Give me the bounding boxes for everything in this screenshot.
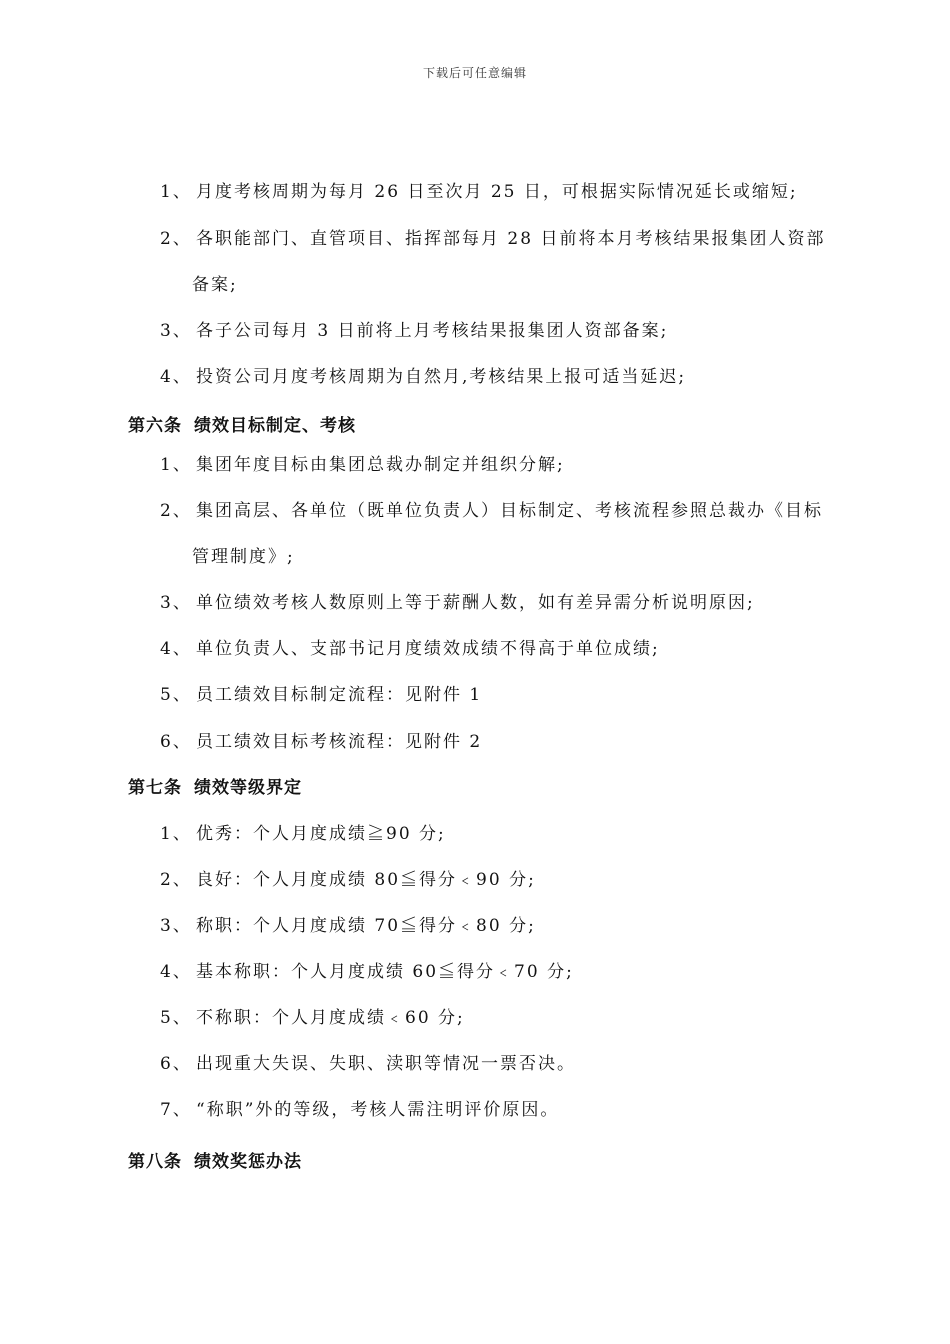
item-number: 7、	[160, 1100, 192, 1120]
item-number: 4、	[160, 639, 192, 659]
item-text: 称职：个人月度成绩 70≦得分﹤80 分;	[196, 916, 536, 936]
list-item	[160, 868, 860, 892]
item-text: 优秀：个人月度成绩≧90 分;	[196, 824, 446, 844]
item-text: 各子公司每月 3 日前将上月考核结果报集团人资部备案;	[196, 321, 669, 341]
item-number: 3、	[160, 916, 192, 936]
list-item	[160, 319, 860, 343]
list-item	[160, 683, 860, 707]
page-header: 下载后可任意编辑	[422, 66, 527, 80]
list-item	[160, 1052, 860, 1076]
item-number: 3、	[160, 321, 192, 341]
article-number: 第六条	[128, 416, 182, 436]
list-item	[160, 180, 860, 204]
item-text: 各职能部门、直管项目、指挥部每月 28 日前将本月考核结果报集团人资部	[196, 229, 826, 249]
item-text: 单位负责人、支部书记月度绩效成绩不得高于单位成绩;	[196, 639, 660, 659]
item-number: 2、	[160, 229, 192, 249]
item-continuation: 管理制度》;	[192, 547, 295, 567]
list-item	[160, 499, 860, 523]
item-text: 员工绩效目标制定流程：见附件 1	[196, 685, 483, 705]
item-number: 1、	[160, 182, 192, 202]
article-title: 绩效等级界定	[194, 778, 302, 798]
item-text: 出现重大失误、失职、渎职等情况一票否决。	[196, 1054, 576, 1074]
item-text: 良好：个人月度成绩 80≦得分﹤90 分;	[196, 870, 536, 890]
list-item	[160, 960, 860, 984]
article-heading-8	[128, 1150, 302, 1174]
item-number: 1、	[160, 824, 192, 844]
list-item	[160, 591, 860, 615]
item-number: 2、	[160, 870, 192, 890]
list-item	[160, 1098, 860, 1122]
item-number: 2、	[160, 501, 192, 521]
item-number: 3、	[160, 593, 192, 613]
list-item	[160, 453, 860, 477]
item-number: 4、	[160, 962, 192, 982]
article-title: 绩效目标制定、考核	[194, 416, 356, 436]
list-item	[160, 365, 860, 389]
item-text: 基本称职：个人月度成绩 60≦得分﹤70 分;	[196, 962, 574, 982]
item-text: 月度考核周期为每月 26 日至次月 25 日，可根据实际情况延长或缩短;	[196, 182, 798, 202]
item-text: “称职”外的等级，考核人需注明评价原因。	[196, 1100, 560, 1120]
article-number: 第八条	[128, 1152, 182, 1172]
list-item	[160, 227, 860, 251]
article-heading-7	[128, 776, 302, 800]
list-item	[160, 1006, 860, 1030]
list-item	[160, 914, 860, 938]
list-item	[160, 637, 860, 661]
list-item	[160, 822, 860, 846]
item-text: 不称职：个人月度成绩﹤60 分;	[196, 1008, 465, 1028]
item-continuation: 备案;	[192, 275, 238, 295]
item-number: 5、	[160, 685, 192, 705]
item-number: 5、	[160, 1008, 192, 1028]
item-text: 集团年度目标由集团总裁办制定并组织分解;	[196, 455, 565, 475]
item-number: 6、	[160, 732, 192, 752]
item-text: 员工绩效目标考核流程：见附件 2	[196, 732, 483, 752]
item-text: 投资公司月度考核周期为自然月,考核结果上报可适当延迟;	[196, 367, 687, 387]
article-title: 绩效奖惩办法	[194, 1152, 302, 1172]
item-number: 1、	[160, 455, 192, 475]
item-text: 单位绩效考核人数原则上等于薪酬人数，如有差异需分析说明原因;	[196, 593, 755, 613]
list-item	[160, 730, 860, 754]
item-number: 6、	[160, 1054, 192, 1074]
item-text: 集团高层、各单位（既单位负责人）目标制定、考核流程参照总裁办《目标	[196, 501, 823, 521]
article-number: 第七条	[128, 778, 182, 798]
article-heading-6	[128, 414, 356, 438]
item-number: 4、	[160, 367, 192, 387]
